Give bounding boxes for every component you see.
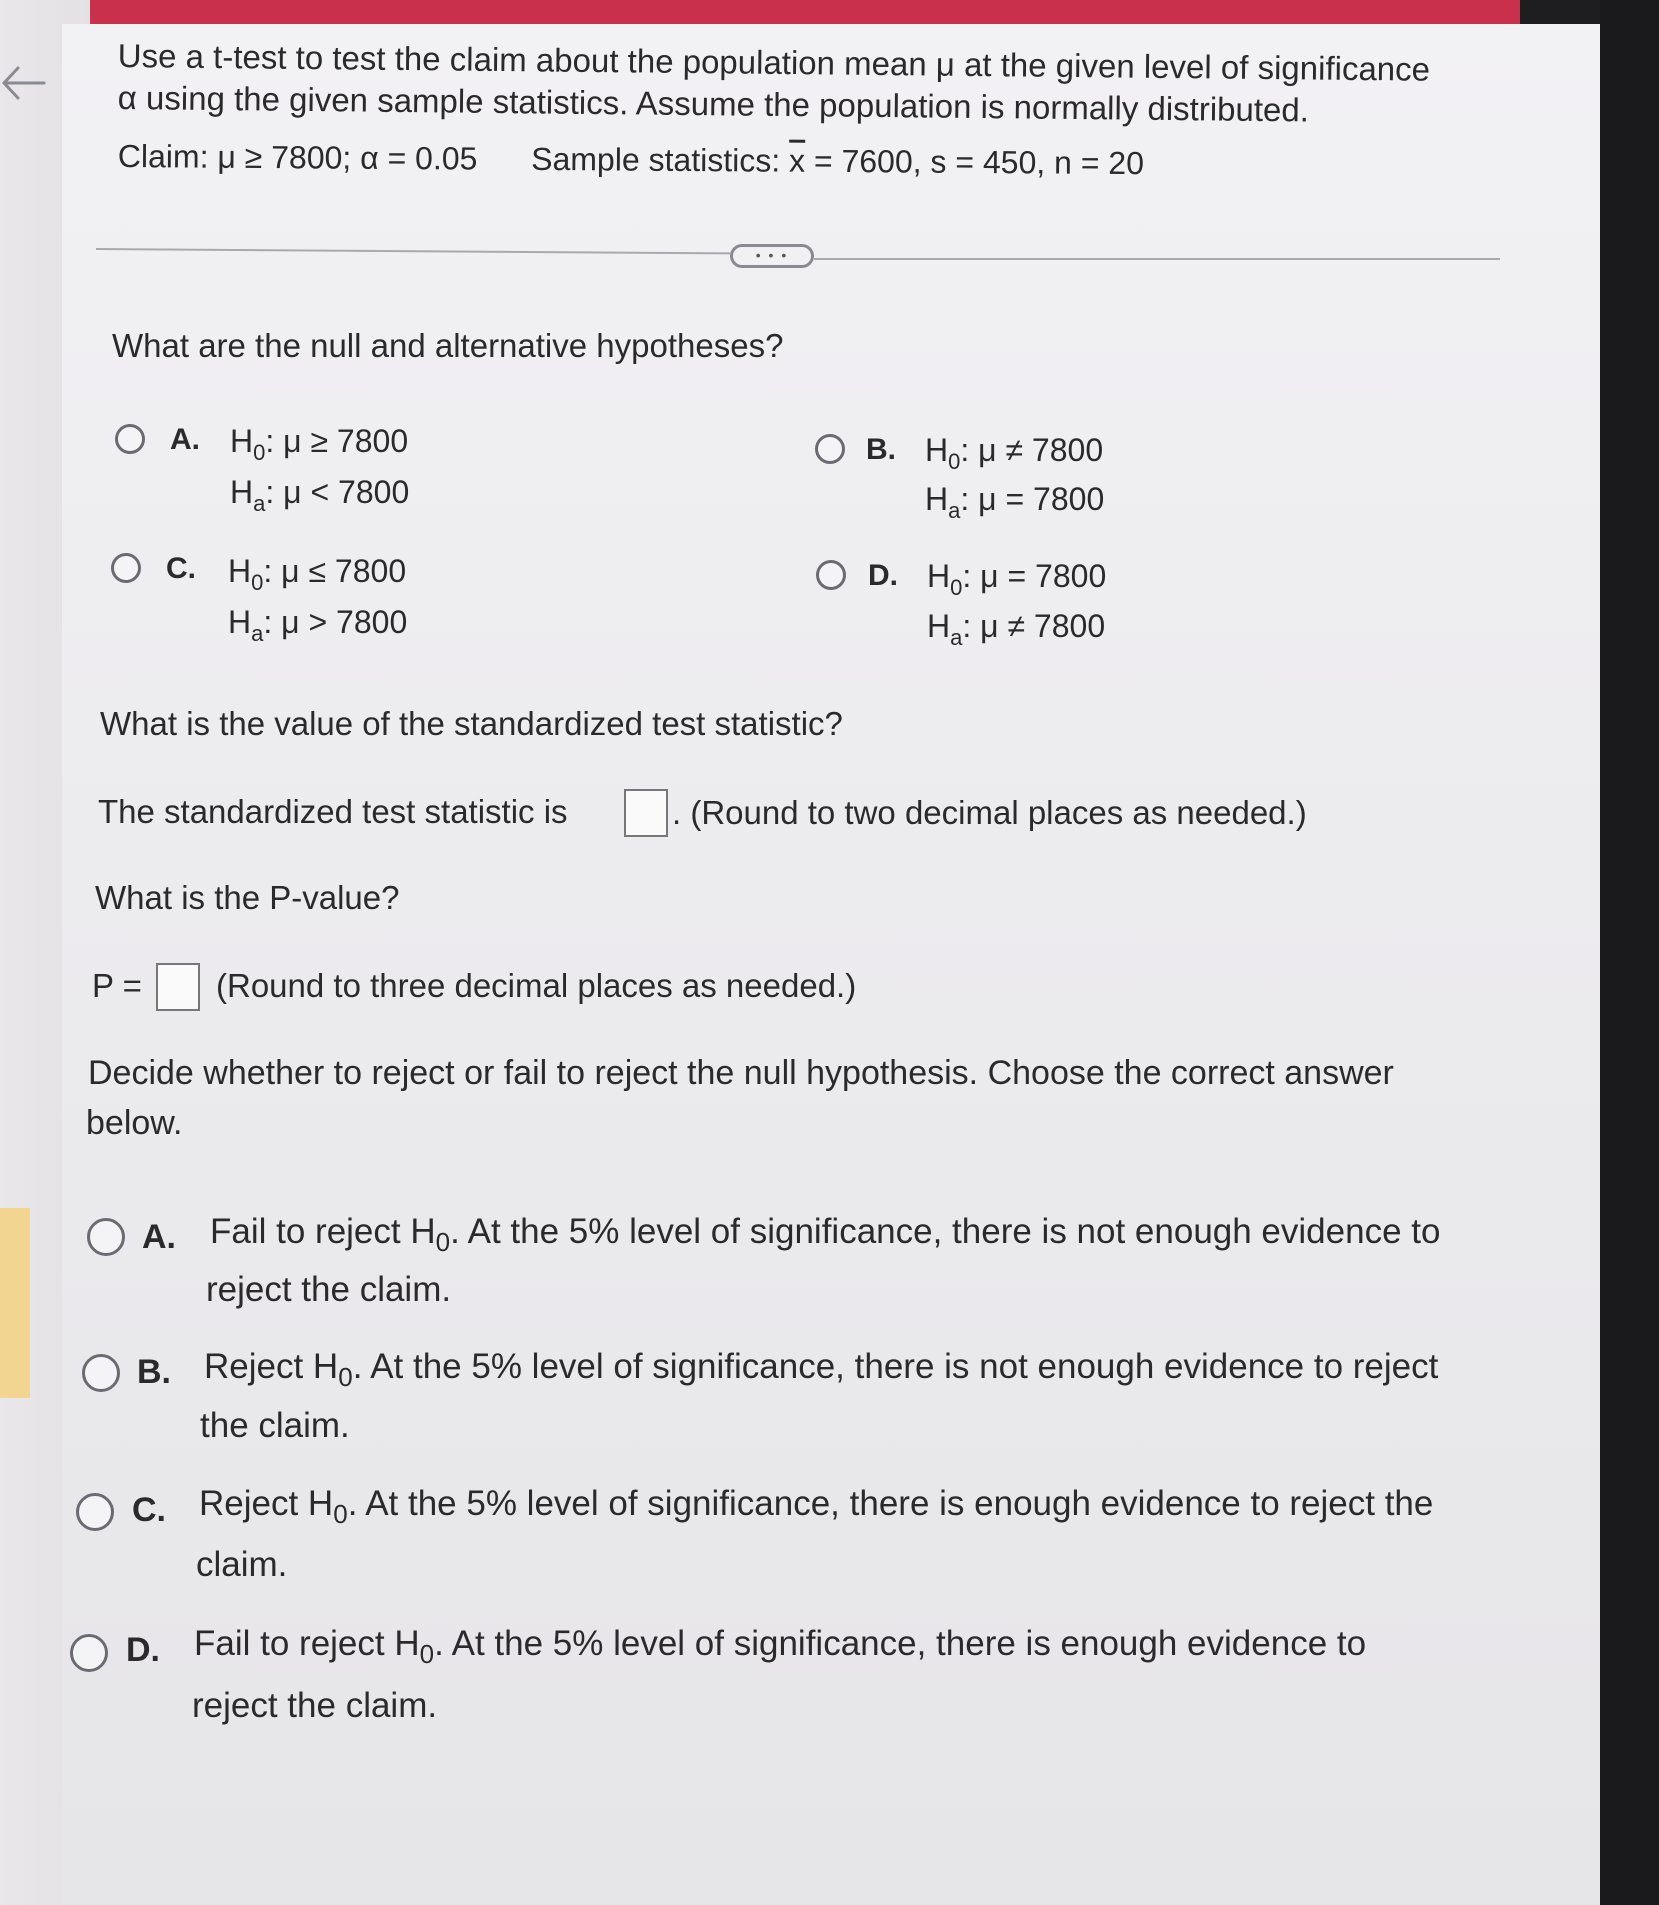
decision-prompt-line-2: below. [86, 1104, 183, 1142]
hypothesis-option-b-letter: B. [866, 433, 896, 466]
highlight-band [0, 1208, 30, 1398]
pvalue-input[interactable] [156, 963, 200, 1011]
sample-values: = 7600, s = 450, n = 20 [813, 142, 1145, 182]
header-band [90, 0, 1520, 26]
hypothesis-option-c-h0: $H_0$: μ ≤ 7800 [228, 553, 407, 595]
decision-option-c-letter: C. [132, 1491, 166, 1529]
test-statistic-prompt: What is the value of the standardized test statistic? [100, 705, 843, 742]
test-statistic-input[interactable] [624, 789, 668, 837]
decision-option-a-radio[interactable] [87, 1218, 125, 1256]
hypothesis-option-b-radio[interactable] [815, 434, 845, 464]
hypotheses-prompt: What are the null and alternative hypotheses? [112, 327, 784, 364]
hypothesis-option-d-letter: D. [868, 559, 898, 592]
decision-option-c-radio[interactable] [76, 1493, 114, 1531]
decision-option-d-letter: D. [126, 1631, 160, 1669]
sample-xbar: $\overline{x}$ [788, 142, 806, 179]
hypothesis-option-c-ha: $H_a$: μ > 7800 [228, 604, 408, 646]
more-button[interactable]: • • • [730, 244, 814, 268]
hypothesis-option-a-letter: A. [170, 423, 200, 456]
hypothesis-option-a-ha: $H_a$: μ < 7800 [230, 474, 410, 516]
claim-label: Claim: [117, 137, 209, 175]
test-statistic-before: The standardized test statistic is [98, 793, 568, 830]
claim-value: μ ≥ 7800; α = 0.05 [217, 138, 478, 177]
decision-prompt-line-1: Decide whether to reject or fail to reject the null hypothesis. Choose the correct answer [88, 1054, 1394, 1092]
hypothesis-option-d-ha: $H_a$: μ ≠ 7800 [927, 608, 1106, 650]
question-line-2: α using the given sample statistics. Assume the population is normally distributed. [117, 78, 1310, 129]
decision-option-a-letter: A. [142, 1218, 176, 1256]
hypothesis-option-a-h0: $H_0$: μ ≥ 7800 [230, 423, 409, 465]
hypothesis-option-c-letter: C. [166, 552, 196, 585]
claim-line [118, 136, 1144, 183]
pvalue-prompt: What is the P-value? [95, 879, 400, 916]
hypothesis-option-c-radio[interactable] [111, 553, 141, 583]
hypothesis-option-b-ha: $H_a$: μ = 7800 [925, 481, 1105, 523]
decision-option-c-line-2: claim. [196, 1545, 288, 1584]
back-arrow-icon[interactable] [0, 58, 48, 108]
decision-option-a-line-2: reject the claim. [206, 1270, 452, 1309]
decision-option-d-radio[interactable] [70, 1634, 108, 1672]
hypothesis-option-b-h0: $H_0$: μ ≠ 7800 [925, 432, 1104, 474]
decision-option-b-radio[interactable] [82, 1354, 120, 1392]
decision-option-d-line-1: Fail to reject $H_0$. At the 5% level of significance, there is enough evidence to [194, 1624, 1367, 1669]
test-statistic-after: . (Round to two decimal places as needed.) [672, 794, 1307, 831]
decision-option-b-letter: B. [137, 1353, 171, 1391]
decision-option-c-line-1: Reject $H_0$. At the 5% level of significance, there is enough evidence to reject the [199, 1484, 1434, 1529]
decision-option-a-line-1: Fail to reject $H_0$. At the 5% level of significance, there is not enough evidence to [210, 1212, 1441, 1257]
hypothesis-option-d-h0: $H_0$: μ = 7800 [927, 558, 1107, 600]
pvalue-after: (Round to three decimal places as needed.) [216, 967, 857, 1004]
divider-right [814, 258, 1500, 260]
decision-option-d-line-2: reject the claim. [192, 1686, 438, 1725]
pvalue-label: P = [92, 967, 142, 1004]
decision-option-b-line-2: the claim. [200, 1406, 350, 1445]
decision-option-b-line-1: Reject $H_0$. At the 5% level of significance, there is not enough evidence to reject [204, 1347, 1439, 1392]
sample-label: Sample statistics: [531, 140, 781, 179]
screen-edge [1600, 0, 1659, 1905]
question-line-1: Use a t-test to test the claim about the population mean μ at the given level of significance [117, 36, 1431, 88]
hypothesis-option-a-radio[interactable] [115, 424, 145, 454]
hypothesis-option-d-radio[interactable] [816, 560, 846, 590]
